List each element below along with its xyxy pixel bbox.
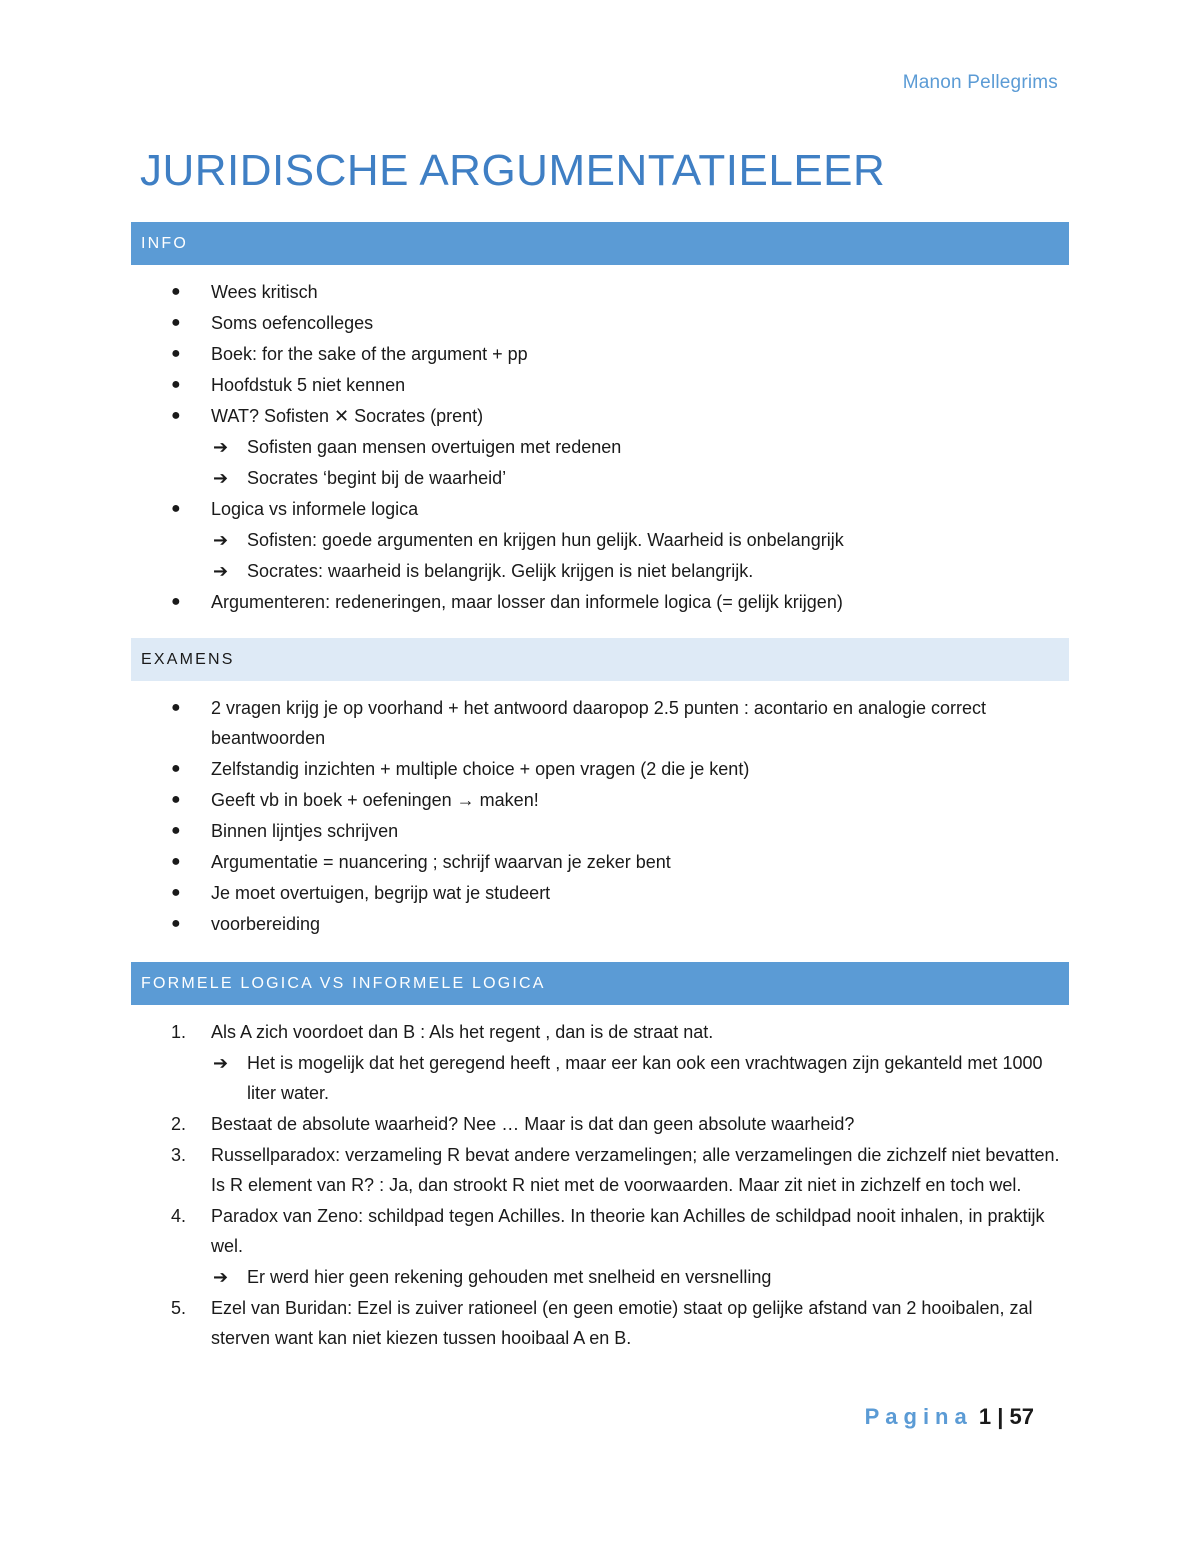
list-item: ● voorbereiding <box>131 909 1069 939</box>
list-item: ● Soms oefencolleges <box>131 308 1069 338</box>
numbered-item: 3. Russellparadox: verzameling R bevat andere verzamelingen; alle verzamelingen die zichzelf niet bevatten. Is R element van R? : Ja, dan strookt R niet met de voorwaarden. Maar zit niet in zichzelf en toch wel. <box>131 1140 1069 1200</box>
item-number: 5. <box>171 1298 187 1318</box>
bullet-icon: ● <box>171 407 181 424</box>
list-item: ● Argumenteren: redeneringen, maar losser dan informele logica (= gelijk krijgen) <box>131 587 1069 617</box>
bullet-icon: ● <box>171 593 181 610</box>
list-item: ● Boek: for the sake of the argument + pp <box>131 339 1069 369</box>
footer-total-pages: 57 <box>1009 1404 1034 1429</box>
bullet-icon: ● <box>171 283 181 300</box>
sub-list-item: ➔ Er werd hier geen rekening gehouden met snelheid en versnelling <box>131 1262 1069 1292</box>
sub-list-item: ➔ Sofisten: goede argumenten en krijgen hun gelijk. Waarheid is onbelangrijk <box>131 525 1069 555</box>
item-number: 3. <box>171 1145 187 1165</box>
arrow-right-icon: ➔ <box>213 561 229 581</box>
footer-page-number: 1 <box>978 1404 992 1429</box>
item-number: 4. <box>171 1206 187 1226</box>
item-number: 2. <box>171 1114 187 1134</box>
numbered-item: 4. Paradox van Zeno: schildpad tegen Achilles. In theorie kan Achilles de schildpad nooit inhalen, in praktijk wel. <box>131 1201 1069 1261</box>
bullet-icon: ● <box>171 345 181 362</box>
document-body <box>131 222 1069 1354</box>
bullet-icon: ● <box>171 822 181 839</box>
sub-list-item: ➔ Socrates ‘begint bij de waarheid’ <box>131 463 1069 493</box>
examens-list <box>131 681 1069 939</box>
sub-list-item: ➔ Sofisten gaan mensen overtuigen met redenen <box>131 432 1069 462</box>
bullet-icon: ● <box>171 791 181 808</box>
list-item: ● 2 vragen krijg je op voorhand + het antwoord daaropop 2.5 punten : acontario en analogie correct beantwoorden <box>131 693 1069 753</box>
section-heading-info: INFO <box>131 222 1069 265</box>
bullet-icon: ● <box>171 853 181 870</box>
numbered-item: 1. Als A zich voordoet dan B : Als het regent , dan is de straat nat. <box>131 1017 1069 1047</box>
list-item: ● Hoofdstuk 5 niet kennen <box>131 370 1069 400</box>
footer-label: Pagina <box>864 1404 973 1429</box>
list-item: ● Binnen lijntjes schrijven <box>131 816 1069 846</box>
bullet-icon: ● <box>171 314 181 331</box>
sub-list-item: ➔ Socrates: waarheid is belangrijk. Gelijk krijgen is niet belangrijk. <box>131 556 1069 586</box>
info-list <box>131 265 1069 617</box>
logica-list <box>131 1005 1069 1353</box>
list-item: ● Zelfstandig inzichten + multiple choice + open vragen (2 die je kent) <box>131 754 1069 784</box>
bullet-icon: ● <box>171 760 181 777</box>
numbered-item: 2. Bestaat de absolute waarheid? Nee … Maar is dat dan geen absolute waarheid? <box>131 1109 1069 1139</box>
arrow-right-icon: ➔ <box>213 1267 229 1287</box>
bullet-icon: ● <box>171 376 181 393</box>
list-item: ● Geeft vb in boek + oefeningen → maken! <box>131 785 1069 815</box>
header-author: Manon Pellegrims <box>902 72 1058 93</box>
bullet-icon: ● <box>171 699 181 716</box>
list-item: ● Argumentatie = nuancering ; schrijf waarvan je zeker bent <box>131 847 1069 877</box>
list-item: ● WAT? Sofisten ✕ Socrates (prent) <box>131 401 1069 431</box>
sub-list-item: ➔ Het is mogelijk dat het geregend heeft , maar eer kan ook een vrachtwagen zijn gekanteld met 1000 liter water. <box>131 1048 1069 1108</box>
page-footer <box>865 1404 1034 1430</box>
bullet-icon: ● <box>171 884 181 901</box>
bullet-icon: ● <box>171 500 181 517</box>
item-number: 1. <box>171 1022 187 1042</box>
arrow-right-icon: ➔ <box>213 1053 229 1073</box>
list-item: ● Je moet overtuigen, begrijp wat je studeert <box>131 878 1069 908</box>
bullet-icon: ● <box>171 915 181 932</box>
section-heading-logica: FORMELE LOGICA VS INFORMELE LOGICA <box>131 962 1069 1005</box>
list-item: ● Wees kritisch <box>131 277 1069 307</box>
arrow-right-icon: ➔ <box>213 530 229 550</box>
arrow-right-icon: ➔ <box>213 468 229 488</box>
section-heading-examens: EXAMENS <box>131 638 1069 681</box>
list-item: ● Logica vs informele logica <box>131 494 1069 524</box>
arrow-right-icon: ➔ <box>213 437 229 457</box>
footer-separator: | <box>997 1404 1004 1429</box>
numbered-item: 5. Ezel van Buridan: Ezel is zuiver rationeel (en geen emotie) staat op gelijke afstand van 2 hooibalen, zal sterven want kan niet kiezen tussen hooibaal A en B. <box>131 1293 1069 1353</box>
document-title: JURIDISCHE ARGUMENTATIELEER <box>140 146 886 195</box>
